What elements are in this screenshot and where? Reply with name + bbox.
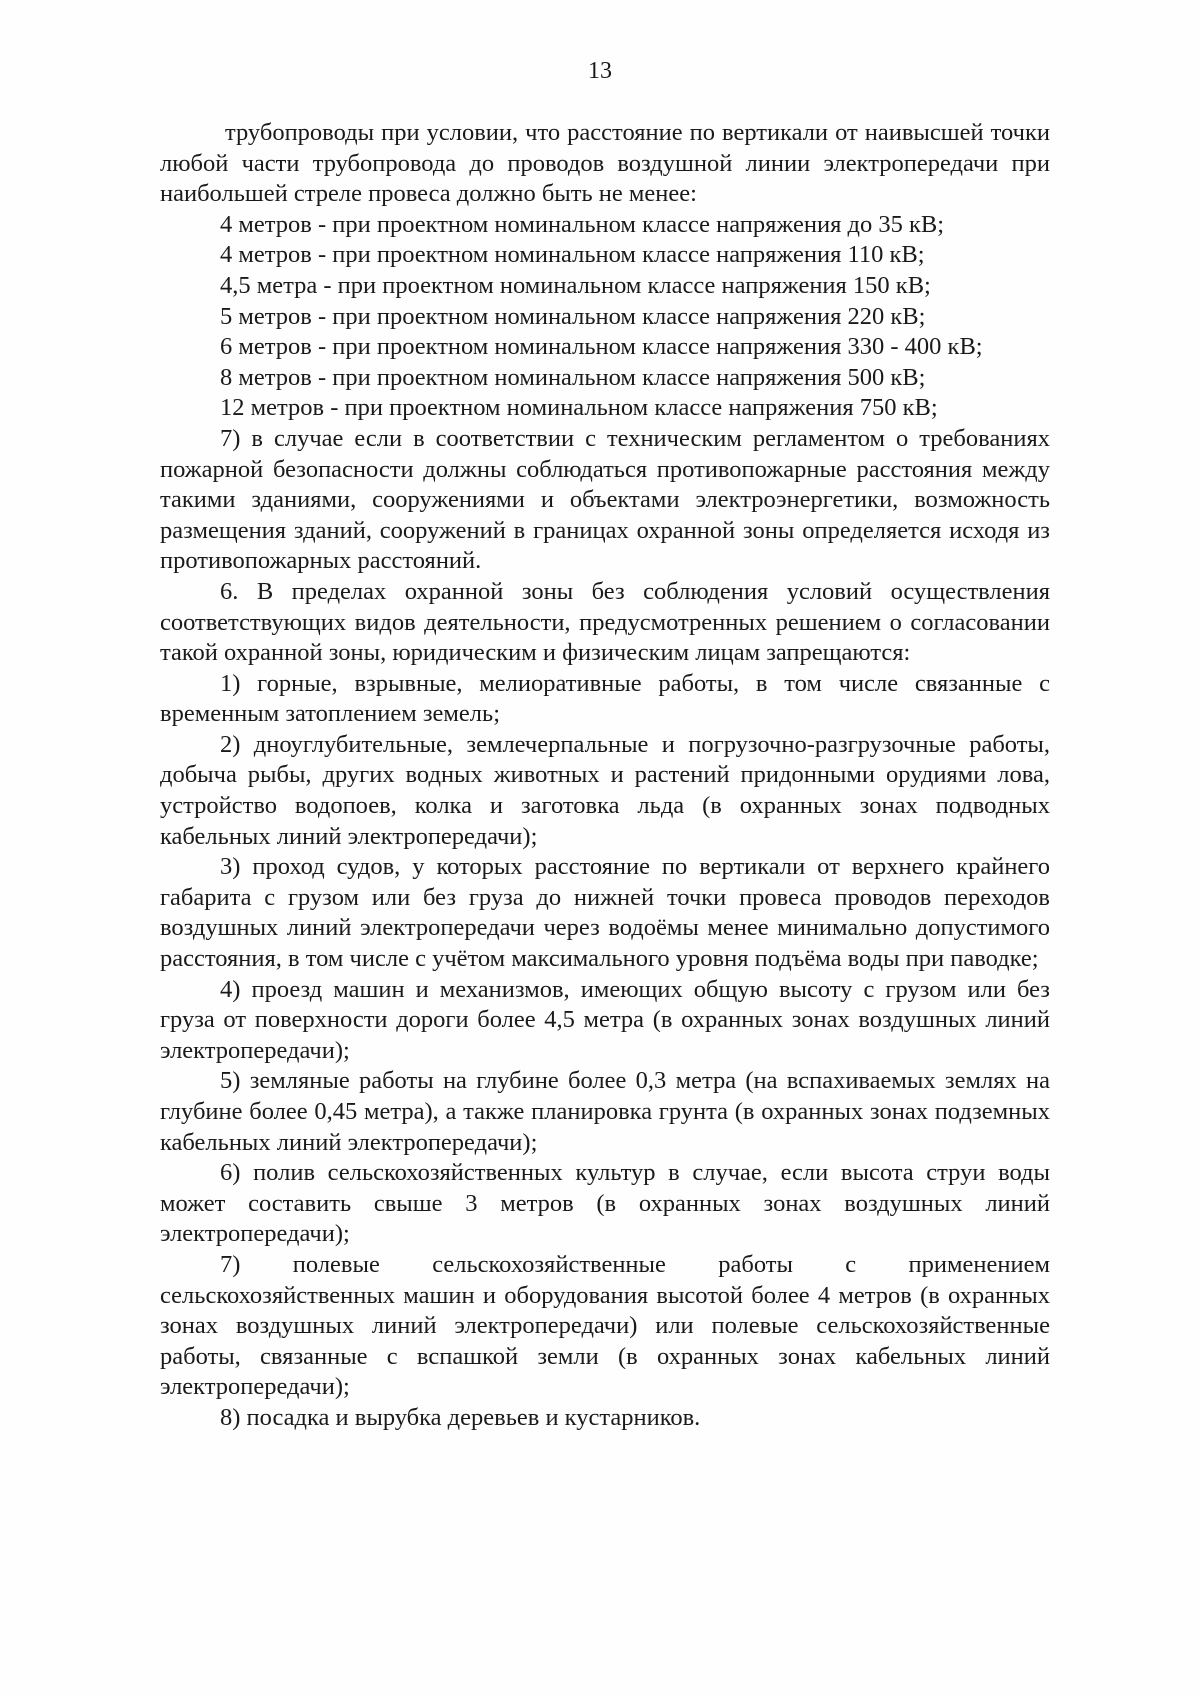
voltage-item-330-400kv: 6 метров - при проектном номинальном классе напряжения 330 - 400 кВ; — [220, 333, 983, 361]
paragraph-item-7-fire-safety: 7) в случае если в соответствии с техническим регламентом о требованиях пожарной безопасности должны соблюдаться противопожарные расстояния между такими зданиями, сооружениями и объектами электроэнергетики, возможность размещения зданий, сооружений в границах охранной зоны определяется исходя из противопожарных расстояний. — [160, 424, 1050, 575]
list-item-5: 5) земляные работы на глубине более 0,3 метра (на вспахиваемых землях на глубине более 0,45 метра), а также планировка грунта (в охранных зонах подземных кабельных линий электропередачи); — [160, 1067, 1050, 1156]
document-body — [160, 118, 1050, 1434]
list-item-6: 6) полив сельскохозяйственных культур в случае, если высота струи воды может составить свыше 3 метров (в охранных зонах воздушных линий электропередачи); — [160, 1159, 1050, 1248]
voltage-item-500kv: 8 метров - при проектном номинальном классе напряжения 500 кВ; — [220, 363, 926, 391]
voltage-item-150kv: 4,5 метра - при проектном номинальном классе напряжения 150 кВ; — [220, 271, 931, 299]
page-number: 13 — [588, 58, 612, 84]
voltage-item-35kv: 4 метров - при проектном номинальном классе напряжения до 35 кВ; — [220, 210, 945, 238]
voltage-item-220kv: 5 метров - при проектном номинальном классе напряжения 220 кВ; — [220, 302, 926, 330]
list-item-3: 3) проход судов, у которых расстояние по вертикали от верхнего крайнего габарита с грузом или без груза до нижней точки провеса проводов переходов воздушных линий электропередачи через водоёмы менее минимально допустимого расстояния, в том числе с учётом максимального уровня подъёма воды при паводке; — [160, 853, 1050, 973]
list-item-4: 4) проезд машин и механизмов, имеющих общую высоту с грузом или без груза от поверхности дороги более 4,5 метра (в охранных зонах воздушных линий электропередачи); — [160, 975, 1050, 1064]
paragraph-section-6: 6. В пределах охранной зоны без соблюдения условий осуществления соответствующих видов деятельности, предусмотренных решением о согласовании такой охранной зоны, юридическим и физическим лицам запрещаются: — [160, 577, 1050, 667]
paragraph-intro: трубопроводы при условии, что расстояние по вертикали от наивысшей точки любой части трубопровода до проводов воздушной линии электропередачи при наибольшей стреле провеса должно быть не менее: — [160, 119, 1050, 208]
list-item-8: 8) посадка и вырубка деревьев и кустарников. — [220, 1403, 701, 1431]
voltage-item-750kv: 12 метров - при проектном номинальном классе напряжения 750 кВ; — [220, 394, 938, 422]
list-item-1: 1) горные, взрывные, мелиоративные работы, в том числе связанные с временным затоплением земель; — [160, 669, 1050, 728]
voltage-item-110kv: 4 метров - при проектном номинальном классе напряжения 110 кВ; — [220, 241, 925, 269]
list-item-2: 2) дноуглубительные, землечерпальные и погрузочно-разгрузочные работы, добыча рыбы, других водных животных и растений придонными орудиями лова, устройство водопоев, колка и заготовка льда (в охранных зонах подводных кабельных линий электропередачи); — [160, 730, 1050, 850]
list-item-7: 7) полевые сельскохозяйственные работы с применением сельскохозяйственных машин и оборудования высотой более 4 метров (в охранных зонах воздушных линий электропередачи) или полевые сельскохозяйственные работы, связанные с вспашкой земли (в охранных зонах кабельных линий электропередачи); — [160, 1250, 1050, 1401]
